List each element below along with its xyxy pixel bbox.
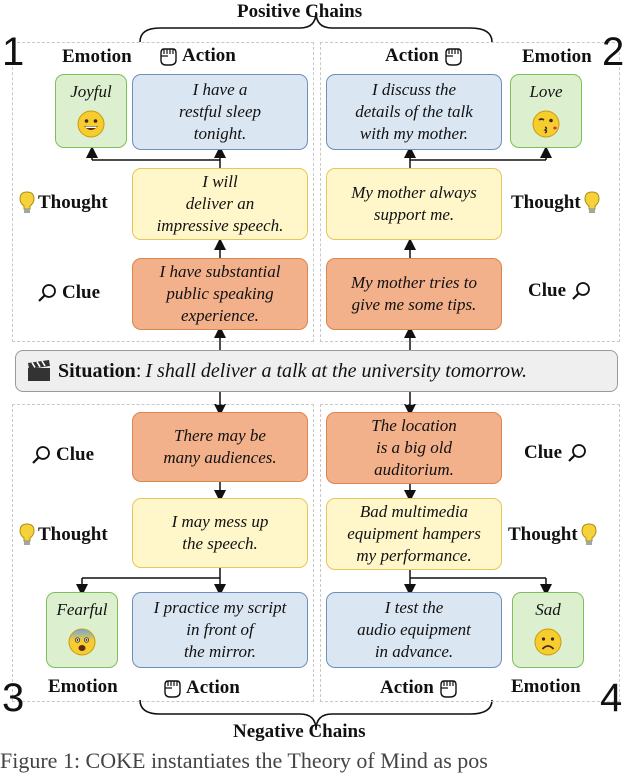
q3-thought-box: I may mess up the speech. <box>132 498 308 568</box>
q4-emotion-label: Emotion <box>511 676 581 697</box>
q2-thought-label <box>511 190 601 216</box>
q1-action-label <box>156 44 236 68</box>
fist-icon <box>441 44 465 68</box>
q1-action-box: I have a restful sleep tonight. <box>132 74 308 150</box>
positive-chains-title: Positive Chains <box>237 1 363 22</box>
situation-colon: : <box>135 359 142 382</box>
q4-thought-label <box>508 522 598 548</box>
q3-clue-box: There may be many audiences. <box>132 412 308 482</box>
q4-emotion-text: Sad <box>535 600 561 619</box>
q4-action-label <box>380 676 460 700</box>
q1-emotion-text: Joyful <box>70 82 112 101</box>
q1-emotion-box <box>55 74 127 148</box>
magnifier-icon <box>566 442 588 464</box>
q3-thought-label <box>18 522 108 548</box>
q1-clue-label <box>36 282 100 304</box>
figure-caption: Figure 1: COKE instantiates the Theory of Mind as pos <box>0 748 488 773</box>
situation-box <box>15 350 618 392</box>
q2-clue-box: My mother tries to give me some tips. <box>326 258 502 330</box>
q4-action-label-text: Action <box>380 677 434 698</box>
situation-label: Situation <box>58 359 136 382</box>
q4-clue-box: The location is a big old auditorium. <box>326 412 502 484</box>
q3-action-label <box>160 676 240 700</box>
fist-icon <box>436 676 460 700</box>
situation-text: I shall deliver a talk at the university tomorrow. <box>145 359 527 382</box>
q2-action-label <box>385 44 465 68</box>
magnifier-icon <box>30 444 52 466</box>
q1-thought-box: I will deliver an impressive speech. <box>132 168 308 240</box>
q3-clue-label <box>30 444 94 466</box>
lightbulb-icon <box>583 190 601 216</box>
quadrant-number-2: 2 <box>602 30 625 74</box>
q4-emotion-box <box>512 592 584 668</box>
q1-clue-label-text: Clue <box>62 282 100 303</box>
q2-thought-box: My mother always support me. <box>326 168 502 240</box>
negative-chains-title: Negative Chains <box>233 721 366 742</box>
q3-emotion-text: Fearful <box>56 600 108 619</box>
q3-emotion-box <box>46 592 118 668</box>
sad-face-icon <box>533 627 563 657</box>
magnifier-icon <box>36 282 58 304</box>
q3-thought-label-text: Thought <box>38 524 108 545</box>
lightbulb-icon <box>580 522 598 548</box>
q1-emotion-label: Emotion <box>62 46 132 67</box>
q4-action-box: I test the audio equipment in advance. <box>326 592 502 668</box>
clapperboard-icon <box>26 359 52 383</box>
kissing-face-icon <box>531 109 561 139</box>
fearful-face-icon <box>67 627 97 657</box>
q2-thought-label-text: Thought <box>511 192 581 213</box>
q1-action-label-text: Action <box>182 45 236 66</box>
q3-emotion-label: Emotion <box>48 676 118 697</box>
q4-clue-label-text: Clue <box>524 442 562 463</box>
q2-emotion-text: Love <box>529 82 563 101</box>
q2-action-label-text: Action <box>385 45 439 66</box>
q3-action-box: I practice my script in front of the mirror. <box>132 592 308 668</box>
quadrant-number-1: 1 <box>2 30 25 74</box>
lightbulb-icon <box>18 190 36 216</box>
q3-clue-label-text: Clue <box>56 444 94 465</box>
grinning-face-icon <box>76 109 106 139</box>
q4-thought-box: Bad multimedia equipment hampers my performance. <box>326 498 502 570</box>
q2-clue-label-text: Clue <box>528 280 566 301</box>
q2-emotion-label: Emotion <box>522 46 592 67</box>
quadrant-number-3: 3 <box>2 676 25 720</box>
quadrant-number-4: 4 <box>600 676 623 720</box>
q2-action-box: I discuss the details of the talk with my mother. <box>326 74 502 150</box>
q3-action-label-text: Action <box>186 677 240 698</box>
magnifier-icon <box>570 280 592 302</box>
fist-icon <box>156 44 180 68</box>
fist-icon <box>160 676 184 700</box>
q1-thought-label <box>18 190 108 216</box>
q1-thought-label-text: Thought <box>38 192 108 213</box>
q4-clue-label <box>524 442 588 464</box>
lightbulb-icon <box>18 522 36 548</box>
q2-clue-label <box>528 280 592 302</box>
q2-emotion-box <box>510 74 582 148</box>
q4-thought-label-text: Thought <box>508 524 578 545</box>
q1-clue-box: I have substantial public speaking experience. <box>132 258 308 330</box>
